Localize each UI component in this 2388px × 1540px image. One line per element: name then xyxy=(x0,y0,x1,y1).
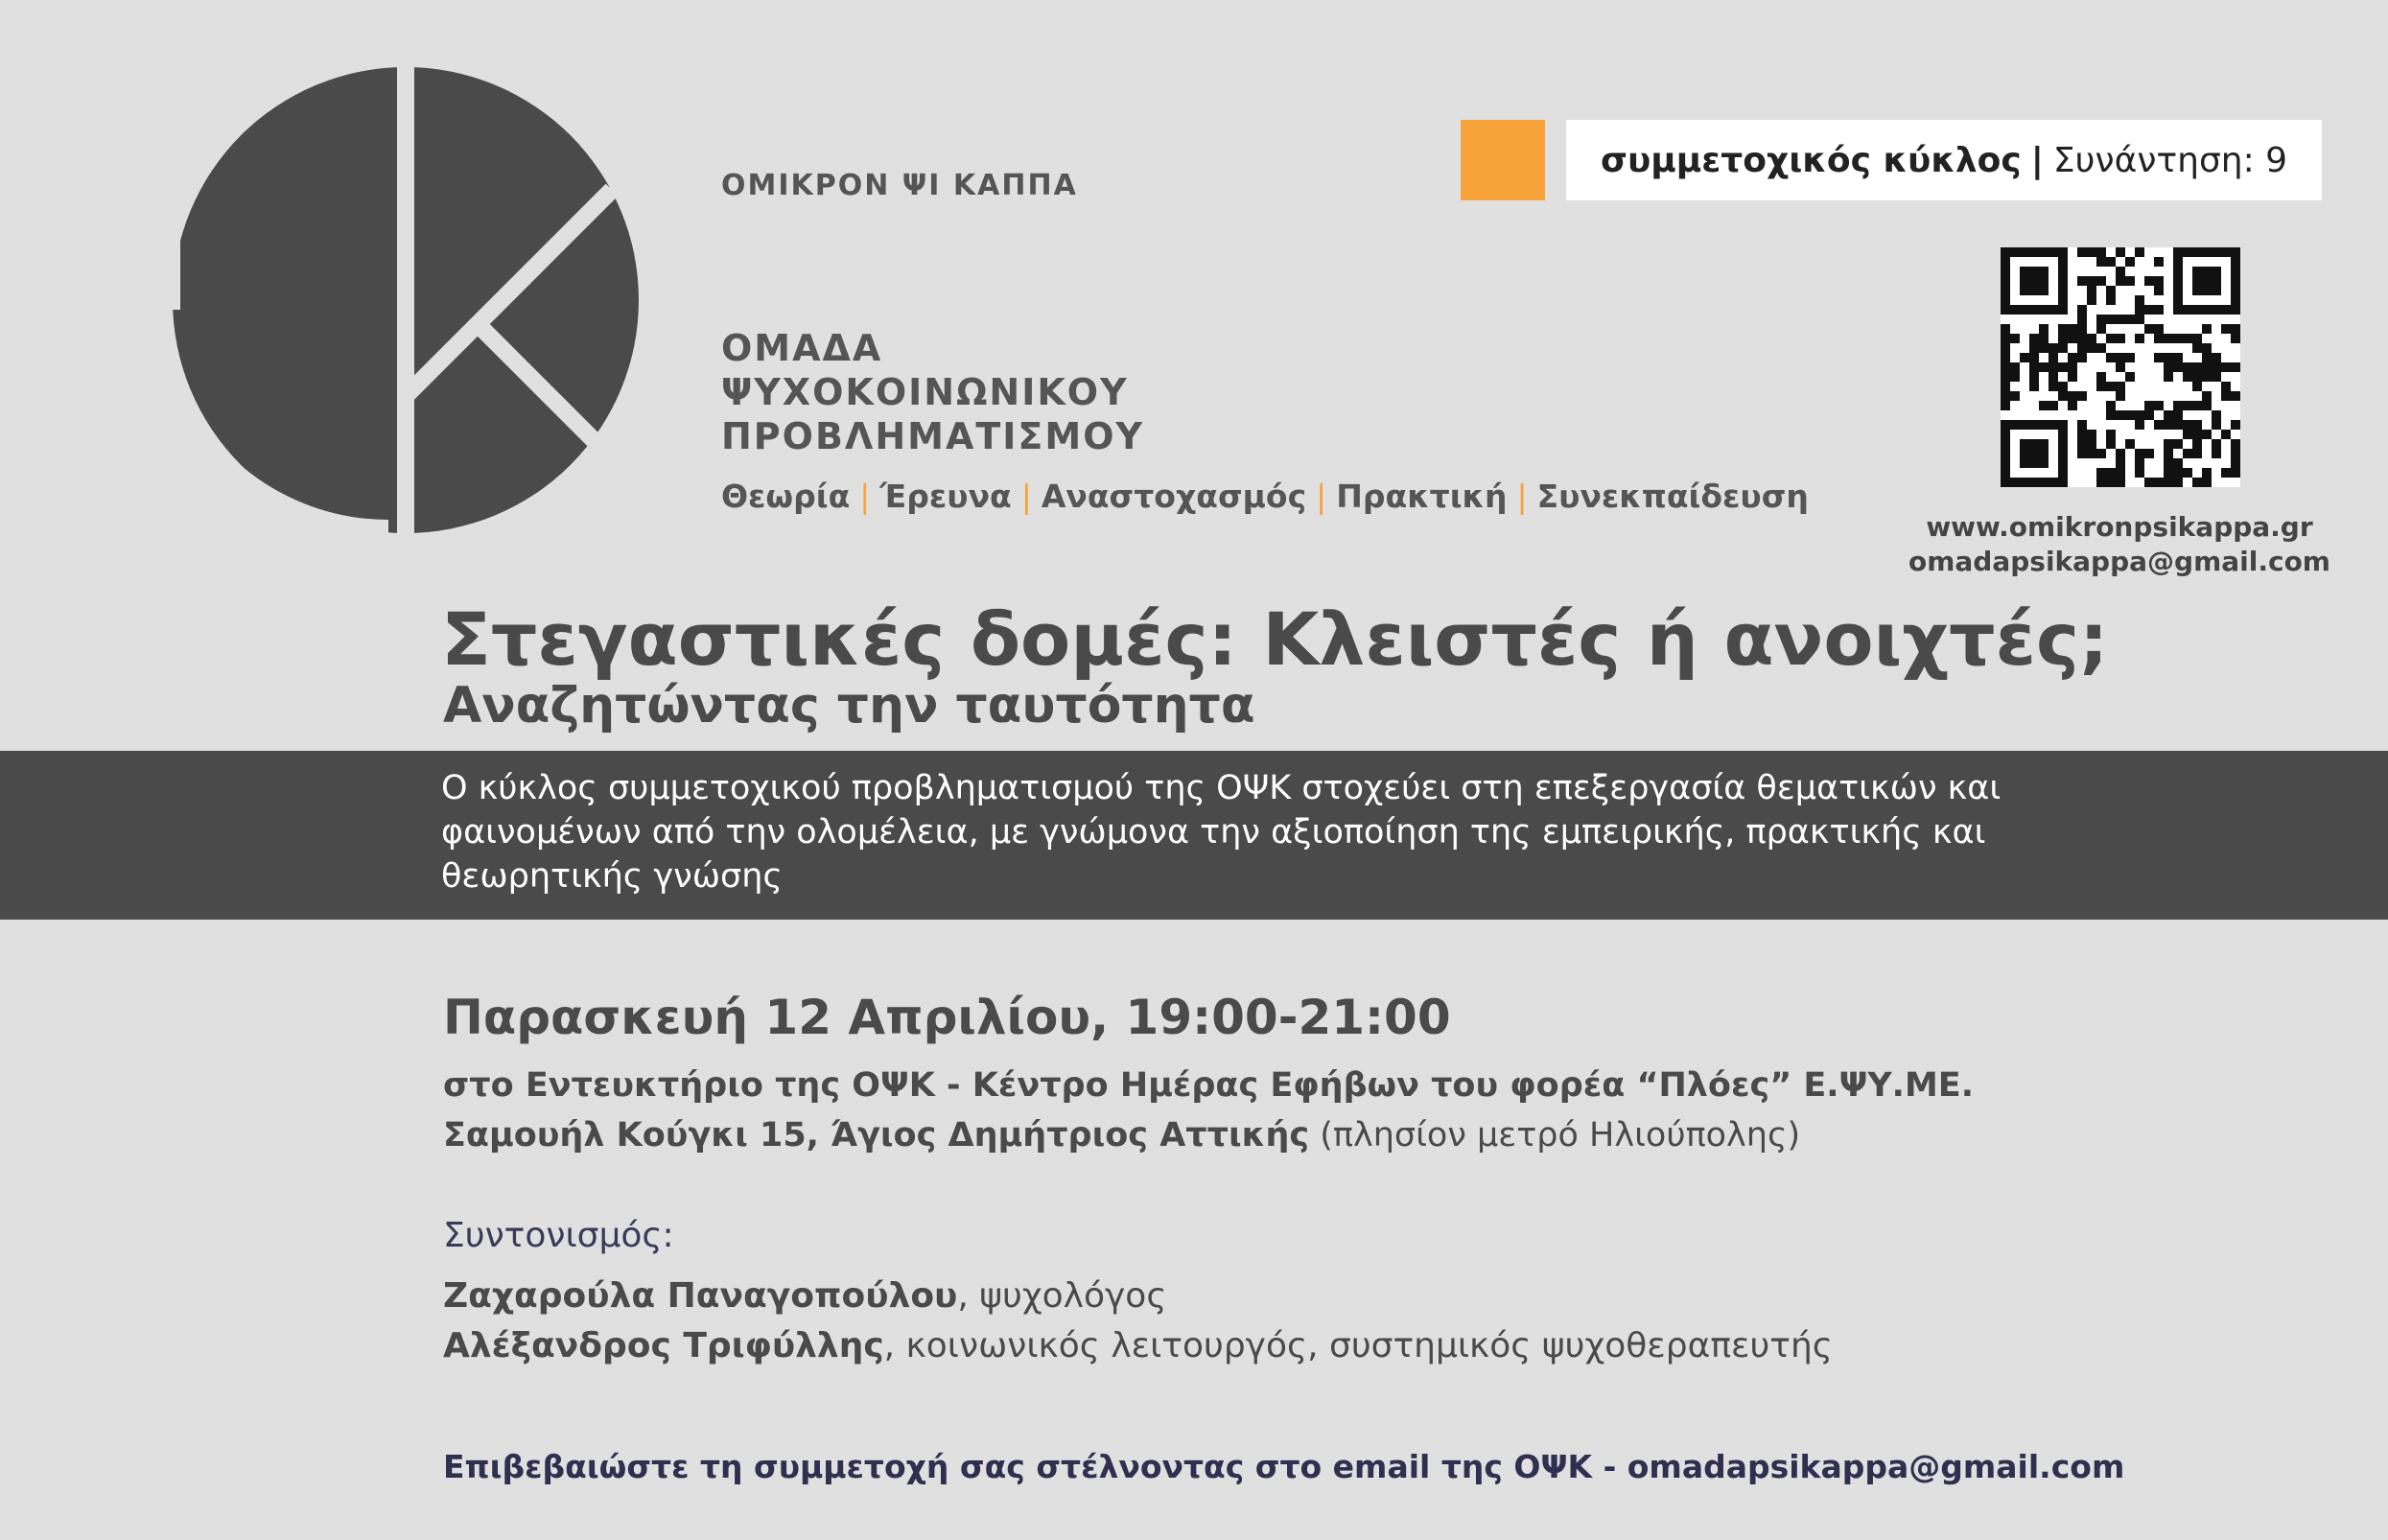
group-name xyxy=(721,326,1144,458)
qr-code-icon[interactable] xyxy=(2001,247,2240,487)
event-subtitle: Αναζητώντας την ταυτότητα xyxy=(443,677,1255,735)
event-date: Παρασκευή 12 Απριλίου, 19:00-21:00 xyxy=(443,990,1451,1045)
pillar-separator: | xyxy=(859,478,871,515)
pillar-separator: | xyxy=(1020,478,1032,515)
email-link[interactable]: omadapsikappa@gmail.com xyxy=(1908,546,2330,577)
omikron-psi-kappa-logo-icon xyxy=(171,65,641,535)
pillar-separator: | xyxy=(1316,478,1327,515)
contact-info xyxy=(1880,510,2359,579)
coordinator-name: Ζαχαρούλα Παναγοπούλου xyxy=(443,1276,958,1316)
venue-note: (πλησίον μετρό Ηλιούπολης) xyxy=(1320,1116,1801,1155)
coordinator-role: , κοινωνικός λειτουργός, συστημικός ψυχοθεραπευτής xyxy=(883,1326,1833,1365)
group-name-line: ΟΜΑΔΑ xyxy=(721,327,883,369)
coordinators-list xyxy=(443,1272,1833,1371)
meeting-number: Συνάντηση: 9 xyxy=(2052,140,2288,180)
pillars-list xyxy=(721,478,1809,515)
pillar-item: Αναστοχασμός xyxy=(1041,478,1307,515)
pillar-item: Πρακτική xyxy=(1336,478,1508,515)
pillar-item: Θεωρία xyxy=(721,478,851,515)
event-description: Ο κύκλος συμμετοχικού προβληματισμού της ΟΨΚ στοχεύει στη επεξεργασία θεματικών και φαινομένων από την ολομέλεια, με γνώμονα την αξιοποίηση της εμπειρικής, πρακτικής και θεωρητικής γνώσης xyxy=(441,769,2002,896)
coordination-label: Συντονισμός: xyxy=(443,1216,674,1255)
brand-name: ΟΜΙΚΡΟΝ ΨΙ ΚΑΠΠΑ xyxy=(721,169,1078,202)
pillar-item: Συνεκπαίδευση xyxy=(1536,478,1809,515)
coordinator-name: Αλέξανδρος Τριφύλλης xyxy=(443,1326,884,1365)
event-title: Στεγαστικές δομές: Κλειστές ή ανοιχτές; xyxy=(441,596,2109,682)
event-venue xyxy=(443,1061,1974,1160)
cycle-label: συμμετοχικός κύκλος xyxy=(1600,140,2022,180)
website-link[interactable]: www.omikronpsikappa.gr xyxy=(1926,511,2313,543)
coordinator xyxy=(443,1321,1833,1371)
venue-name: στο Εντευκτήριο της ΟΨΚ - Κέντρο Ημέρας Εφήβων του φορέα “Πλόες” Ε.ΨΥ.ΜΕ. xyxy=(443,1066,1975,1105)
badge-separator: | xyxy=(2030,140,2044,180)
coordinator xyxy=(443,1272,1833,1321)
pillar-separator: | xyxy=(1516,478,1528,515)
venue-address: Σαμουήλ Κούγκι 15, Άγιος Δημήτριος Αττικής xyxy=(443,1116,1310,1155)
group-name-line: ΨΥΧΟΚΟΙΝΩΝΙΚΟΥ xyxy=(721,371,1129,413)
meeting-badge xyxy=(1566,120,2322,200)
orange-accent-square xyxy=(1461,120,1545,200)
rsvp-note: Επιβεβαιώστε τη συμμετοχή σας στέλνοντας στο email της ΟΨΚ - omadapsikappa@gmail.com xyxy=(443,1448,2125,1485)
group-name-line: ΠΡΟΒΛΗΜΑΤΙΣΜΟΥ xyxy=(721,415,1145,457)
pillar-item: Έρευνα xyxy=(879,478,1012,515)
coordinator-role: , ψυχολόγος xyxy=(957,1276,1167,1316)
